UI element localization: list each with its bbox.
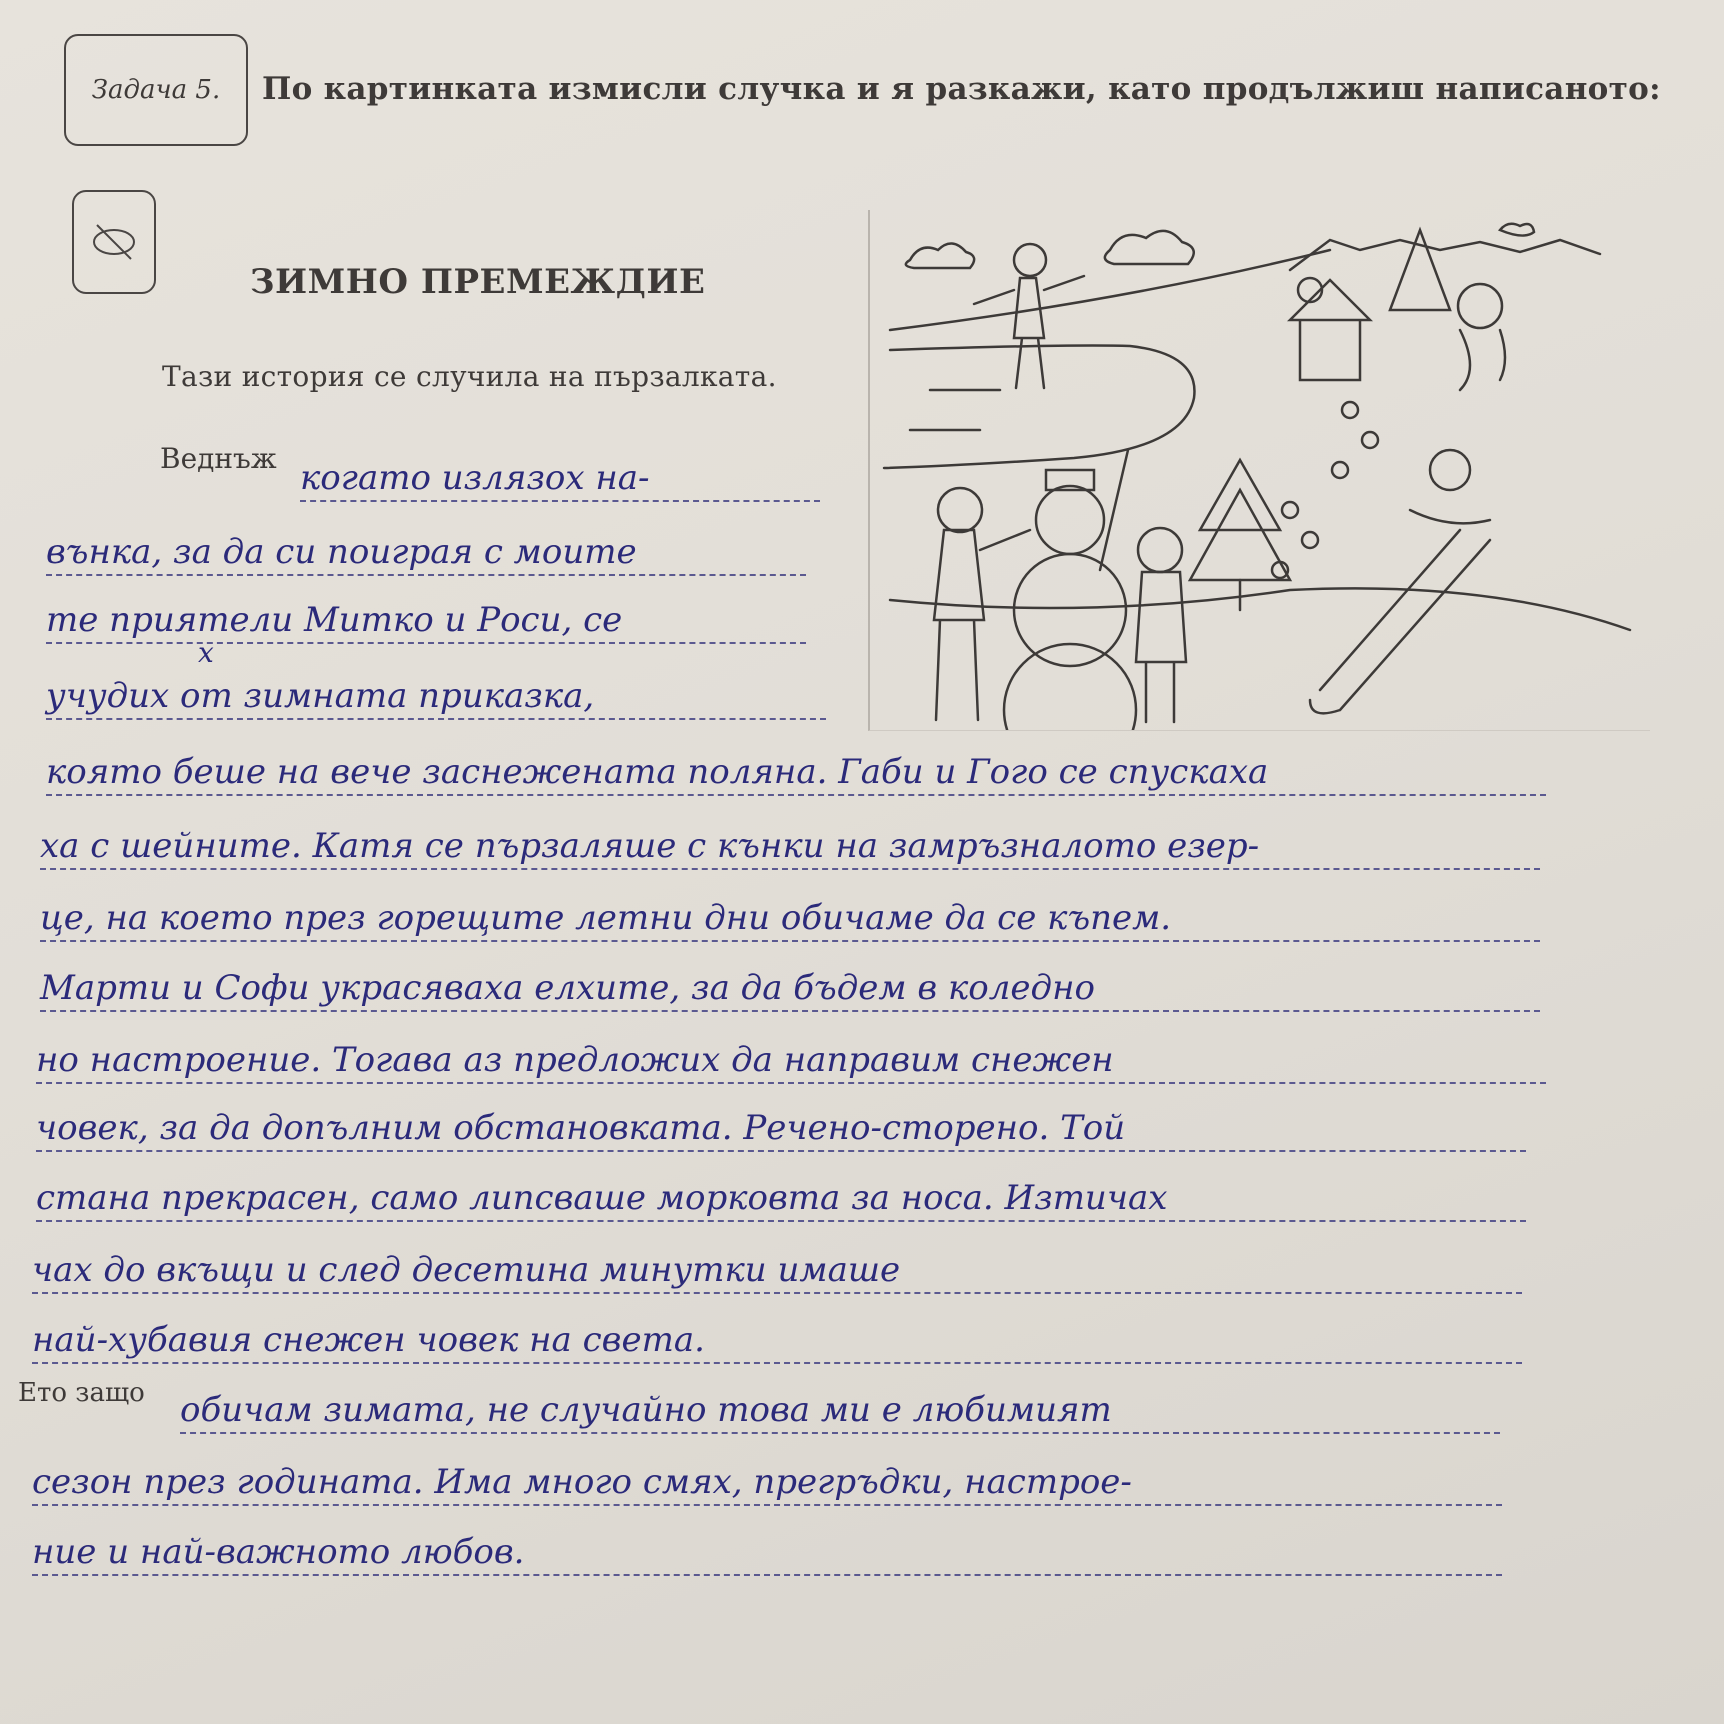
handwritten-line-8: Марти и Софи украсяваха елхите, за да бъдем в коледно (40, 968, 1540, 1012)
decorating-kids (1290, 230, 1505, 390)
story-end-word: Ето защо (18, 1378, 145, 1408)
snowman (1004, 450, 1136, 730)
sled-rider (1310, 450, 1490, 713)
handwritten-line-14: обичам зимата, не случайно това ми е любимият (180, 1390, 1500, 1434)
ice-rink (884, 250, 1330, 468)
handwritten-line-15: сезон през годината. Има много смях, прегръдки, настрое- (32, 1462, 1502, 1506)
story-start-word: Веднъж (160, 442, 277, 475)
correction-mark: х (198, 636, 214, 669)
pencil-icon-graphic (87, 215, 141, 269)
handwritten-line-12: чах до вкъщи и след десетина минутки имаше (32, 1250, 1522, 1294)
task-instruction: По картинката измисли случка и я разкажи, като продължиш написаното: (262, 71, 1661, 107)
winter-scene (870, 210, 1650, 730)
boy-figure (1136, 528, 1186, 722)
handwritten-line-2: вънка, за да си поиграя с моите (46, 532, 806, 576)
task-badge (64, 34, 248, 146)
christmas-tree (1190, 460, 1290, 610)
pencil-icon (72, 190, 156, 294)
handwritten-line-7: це, на което през горещите летни дни обичаме да се къпем. (40, 898, 1540, 942)
handwritten-line-6: ха с шейните. Катя се пързаляше с кънки на замръзналото езер- (40, 826, 1540, 870)
handwritten-line-4: учудих от зимната приказка, (46, 676, 826, 720)
cloud-left (906, 243, 974, 268)
winter-illustration (868, 210, 1650, 731)
handwritten-line-10: човек, за да допълним обстановката. Речено-сторено. Той (36, 1108, 1526, 1152)
handwritten-line-11: стана прекрасен, само липсваше морковта за носа. Изтичах (36, 1178, 1526, 1222)
mountains (1290, 240, 1600, 270)
handwritten-line-16: ние и най-важното любов. (32, 1532, 1502, 1576)
handwritten-line-3: те приятели Митко и Роси, се (46, 600, 806, 644)
handwritten-line-1: когато излязох на- (300, 458, 820, 502)
story-intro: Тази история се случила на пързалката. (162, 360, 777, 393)
cloud-middle (1105, 231, 1194, 264)
task-label: Задача 5. (91, 75, 221, 105)
cloud-right (1500, 224, 1534, 236)
handwritten-line-13: най-хубавия снежен човек на света. (32, 1320, 1522, 1364)
snowballs (1272, 402, 1378, 578)
handwritten-line-5: която беше на вече заснежената поляна. Габи и Гого се спускаха (46, 752, 1546, 796)
story-title: ЗИМНО ПРЕМЕЖДИЕ (250, 262, 706, 302)
ground-line (890, 588, 1630, 630)
handwritten-line-9: но настроение. Тогава аз предложих да направим снежен (36, 1040, 1546, 1084)
